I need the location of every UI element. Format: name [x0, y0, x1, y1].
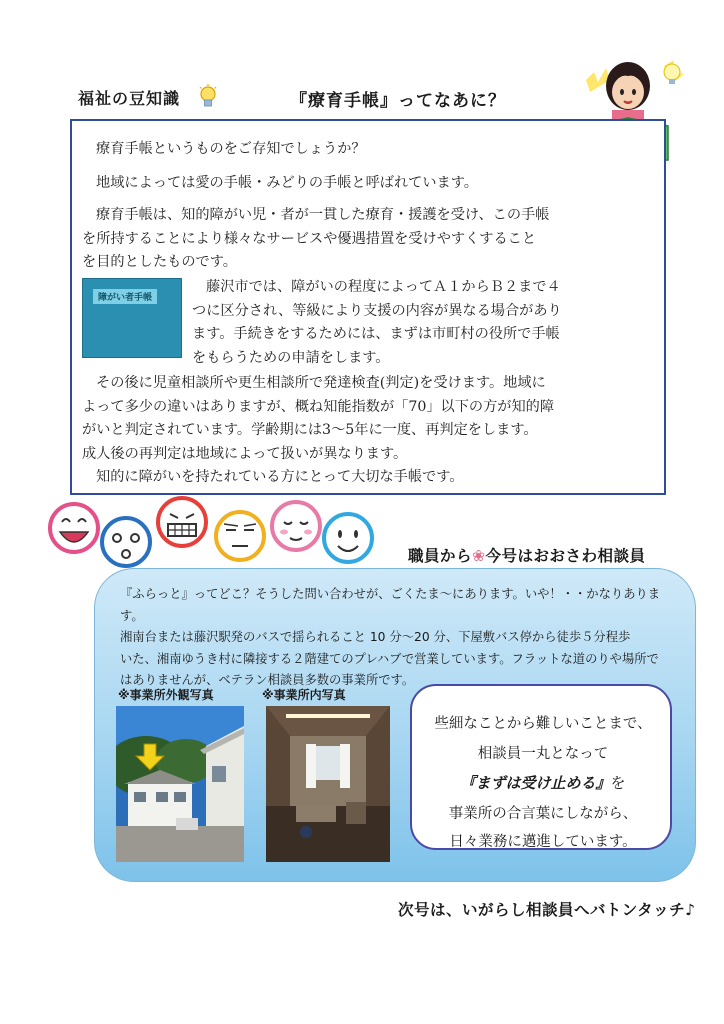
info-paragraph-3: 療育手帳は、知的障がい児・者が一貫した療育・援護を受け、この手帳 を所持することにより様々なサービスや優遇措置を受けやすくすること を目的としたものです。 [82, 207, 550, 270]
motto-box [410, 684, 672, 850]
blushing-face-icon [272, 502, 320, 550]
info-paragraph-2: 地域によっては愛の手帳・みどりの手帳と呼ばれています。 [96, 175, 478, 191]
smiling-face-icon [324, 514, 372, 562]
next-issue-note: 次号は、いがらし相談員へバトンタッチ♪ [398, 901, 696, 919]
office-interior-photo [266, 706, 390, 862]
motto-line: 事業所の合言葉にしながら、 [448, 806, 638, 822]
unimpressed-face-icon [216, 512, 264, 560]
section-label: 福祉の豆知識 [78, 89, 181, 108]
info-paragraph-5: その後に児童相談所や更生相談所で発達検査(判定)を受けます。地域に よって多少の違いはありますが、概ね知能指数が「70」以下の方が知的障 がいと判定されています。学齢期には3～5年に一度、再判定をします。 成人後の再判定は地域によって扱いが異なります。 知的に障がいを持たれている方にとって大切な手帳です。 [82, 375, 555, 485]
smiley-faces-decoration [48, 494, 378, 574]
motto-line-emphasis: 『まずは受け止める』を [460, 774, 626, 792]
disability-handbook-image [82, 278, 182, 358]
flower-icon: ❀ [472, 547, 486, 565]
surprised-face-icon [102, 518, 150, 566]
info-paragraph-4: 藤沢市では、障がいの程度によってＡ１からＢ２まで４ つに区分され、等級により支援の内容が異なる場合があり ます。手続きをするためには、まずは市町村の役所で手帳 をもらうための申請をします。 [192, 279, 562, 366]
page-title: 『療育手帳』ってなあに？ [290, 91, 506, 111]
laughing-face-icon [50, 504, 98, 552]
grinning-face-icon [158, 498, 206, 546]
staff-section-title: 職員から❀今号はおおさわ相談員 [408, 547, 646, 565]
lightbulb-icon [198, 84, 218, 112]
interior-photo-caption: ※事業所内写真 [262, 688, 346, 702]
motto-line: 日々業務に邁進しています。 [449, 834, 637, 850]
motto-line: 相談員一丸となって [477, 746, 609, 762]
info-paragraph-1: 療育手帳というものをご存知でしょうか？ [96, 141, 366, 157]
motto-line: 些細なことから難しいことまで、 [434, 716, 652, 732]
office-exterior-photo [116, 706, 244, 862]
handbook-label: 障がい者手帳 [93, 289, 157, 304]
exterior-photo-caption: ※事業所外観写真 [118, 688, 214, 702]
staff-text: 『ふらっと』ってどこ？そうした問い合わせが、ごくたま～にあります。いや！・・かなりあります。 湘南台または藤沢駅発のバスで揺られること 10 分～20 分、下屋敷バス停から徒歩５分程歩 いた、湘南ゆうき村に隣接する２階建てのプレハブで営業しています。フラットな道のりや場所で はありませんが、ベテラン相談員多数の事業所です。 [120, 587, 661, 687]
